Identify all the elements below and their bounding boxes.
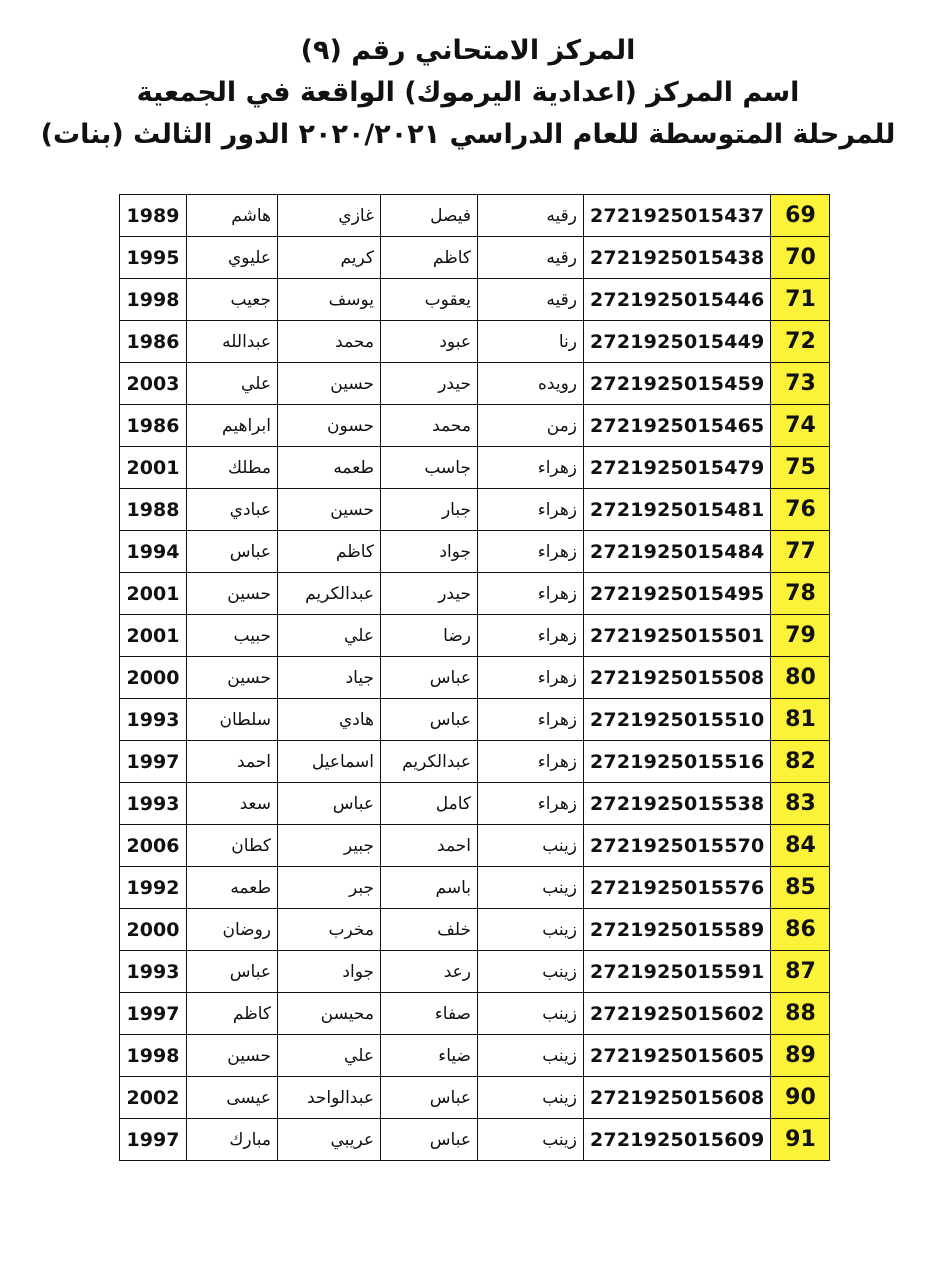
table-row: [120, 909, 830, 951]
sequence-number-cell: 89: [771, 1035, 830, 1077]
document-header: [0, 30, 936, 156]
table-row: [120, 699, 830, 741]
name-part-3-cell: عريبي: [278, 1119, 381, 1161]
birth-year-cell: 1993: [120, 783, 187, 825]
sequence-number-cell: 72: [771, 321, 830, 363]
exam-number-cell: 2721925015495: [584, 573, 771, 615]
name-part-2-cell: عباس: [381, 1119, 478, 1161]
birth-year-cell: 2001: [120, 447, 187, 489]
exam-number-cell: 2721925015608: [584, 1077, 771, 1119]
first-name-cell: رويده: [478, 363, 584, 405]
exam-number-cell: 2721925015602: [584, 993, 771, 1035]
birth-year-cell: 1986: [120, 321, 187, 363]
first-name-cell: زينب: [478, 1035, 584, 1077]
birth-year-cell: 1993: [120, 699, 187, 741]
birth-year-cell: 1988: [120, 489, 187, 531]
sequence-number-cell: 70: [771, 237, 830, 279]
exam-number-cell: 2721925015465: [584, 405, 771, 447]
name-part-4-cell: حبيب: [187, 615, 278, 657]
exam-number-cell: 2721925015449: [584, 321, 771, 363]
exam-number-cell: 2721925015576: [584, 867, 771, 909]
name-part-2-cell: صفاء: [381, 993, 478, 1035]
name-part-2-cell: عبدالكريم: [381, 741, 478, 783]
exam-number-cell: 2721925015589: [584, 909, 771, 951]
birth-year-cell: 1997: [120, 1119, 187, 1161]
exam-number-cell: 2721925015481: [584, 489, 771, 531]
name-part-2-cell: عباس: [381, 657, 478, 699]
first-name-cell: زهراء: [478, 615, 584, 657]
name-part-4-cell: سعد: [187, 783, 278, 825]
first-name-cell: زينب: [478, 867, 584, 909]
name-part-3-cell: حسين: [278, 363, 381, 405]
birth-year-cell: 1998: [120, 1035, 187, 1077]
sequence-number-cell: 73: [771, 363, 830, 405]
name-part-3-cell: كريم: [278, 237, 381, 279]
exam-number-cell: 2721925015459: [584, 363, 771, 405]
table-row: [120, 405, 830, 447]
name-part-2-cell: عباس: [381, 699, 478, 741]
exam-number-cell: 2721925015479: [584, 447, 771, 489]
name-part-2-cell: محمد: [381, 405, 478, 447]
table-row: [120, 741, 830, 783]
name-part-4-cell: حسين: [187, 1035, 278, 1077]
name-part-4-cell: طعمه: [187, 867, 278, 909]
first-name-cell: رنا: [478, 321, 584, 363]
records-body: [120, 195, 830, 1161]
name-part-4-cell: عيسى: [187, 1077, 278, 1119]
birth-year-cell: 1995: [120, 237, 187, 279]
table-row: [120, 993, 830, 1035]
exam-number-cell: 2721925015438: [584, 237, 771, 279]
first-name-cell: زينب: [478, 1077, 584, 1119]
name-part-4-cell: ابراهيم: [187, 405, 278, 447]
exam-center-number: المركز الامتحاني رقم (٩): [300, 35, 636, 66]
first-name-cell: زهراء: [478, 741, 584, 783]
first-name-cell: زينب: [478, 993, 584, 1035]
exam-number-cell: 2721925015570: [584, 825, 771, 867]
birth-year-cell: 1997: [120, 741, 187, 783]
table-row: [120, 1077, 830, 1119]
table-row: [120, 573, 830, 615]
name-part-4-cell: عبادي: [187, 489, 278, 531]
name-part-4-cell: حسين: [187, 657, 278, 699]
name-part-4-cell: جعيب: [187, 279, 278, 321]
first-name-cell: زهراء: [478, 783, 584, 825]
name-part-4-cell: كطان: [187, 825, 278, 867]
name-part-3-cell: علي: [278, 1035, 381, 1077]
name-part-4-cell: احمد: [187, 741, 278, 783]
birth-year-cell: 1993: [120, 951, 187, 993]
name-part-4-cell: عليوي: [187, 237, 278, 279]
first-name-cell: زمن: [478, 405, 584, 447]
exam-number-cell: 2721925015516: [584, 741, 771, 783]
table-row: [120, 279, 830, 321]
sequence-number-cell: 79: [771, 615, 830, 657]
sequence-number-cell: 88: [771, 993, 830, 1035]
sequence-number-cell: 81: [771, 699, 830, 741]
name-part-2-cell: باسم: [381, 867, 478, 909]
birth-year-cell: 2003: [120, 363, 187, 405]
name-part-3-cell: اسماعيل: [278, 741, 381, 783]
table-row: [120, 237, 830, 279]
name-part-4-cell: روضان: [187, 909, 278, 951]
name-part-3-cell: علي: [278, 615, 381, 657]
exam-number-cell: 2721925015510: [584, 699, 771, 741]
name-part-4-cell: مبارك: [187, 1119, 278, 1161]
name-part-3-cell: عبدالكريم: [278, 573, 381, 615]
exam-number-cell: 2721925015591: [584, 951, 771, 993]
name-part-4-cell: علي: [187, 363, 278, 405]
name-part-4-cell: عباس: [187, 951, 278, 993]
first-name-cell: زينب: [478, 909, 584, 951]
sequence-number-cell: 69: [771, 195, 830, 237]
sequence-number-cell: 86: [771, 909, 830, 951]
sequence-number-cell: 80: [771, 657, 830, 699]
exam-center-name: اسم المركز (اعدادية اليرموك) الواقعة في الجمعية: [136, 77, 800, 108]
table-row: [120, 951, 830, 993]
name-part-2-cell: حيدر: [381, 573, 478, 615]
birth-year-cell: 1992: [120, 867, 187, 909]
name-part-4-cell: عبدالله: [187, 321, 278, 363]
name-part-3-cell: جياد: [278, 657, 381, 699]
birth-year-cell: 2001: [120, 573, 187, 615]
name-part-2-cell: جواد: [381, 531, 478, 573]
name-part-3-cell: جبر: [278, 867, 381, 909]
sequence-number-cell: 74: [771, 405, 830, 447]
name-part-4-cell: كاظم: [187, 993, 278, 1035]
sequence-number-cell: 77: [771, 531, 830, 573]
name-part-3-cell: غازي: [278, 195, 381, 237]
name-part-4-cell: سلطان: [187, 699, 278, 741]
table-row: [120, 321, 830, 363]
table-row: [120, 195, 830, 237]
name-part-3-cell: حسين: [278, 489, 381, 531]
student-records-table: [119, 194, 830, 1161]
sequence-number-cell: 82: [771, 741, 830, 783]
name-part-4-cell: حسين: [187, 573, 278, 615]
table-row: [120, 1119, 830, 1161]
sequence-number-cell: 71: [771, 279, 830, 321]
sequence-number-cell: 85: [771, 867, 830, 909]
first-name-cell: زهراء: [478, 657, 584, 699]
table-row: [120, 867, 830, 909]
birth-year-cell: 1986: [120, 405, 187, 447]
first-name-cell: رقيه: [478, 279, 584, 321]
first-name-cell: زهراء: [478, 699, 584, 741]
table-row: [120, 531, 830, 573]
sequence-number-cell: 84: [771, 825, 830, 867]
birth-year-cell: 1998: [120, 279, 187, 321]
table-row: [120, 363, 830, 405]
first-name-cell: رقيه: [478, 237, 584, 279]
name-part-2-cell: خلف: [381, 909, 478, 951]
name-part-2-cell: جاسب: [381, 447, 478, 489]
first-name-cell: زهراء: [478, 531, 584, 573]
name-part-3-cell: كاظم: [278, 531, 381, 573]
name-part-3-cell: محمد: [278, 321, 381, 363]
first-name-cell: رقيه: [478, 195, 584, 237]
name-part-2-cell: احمد: [381, 825, 478, 867]
name-part-4-cell: هاشم: [187, 195, 278, 237]
exam-number-cell: 2721925015437: [584, 195, 771, 237]
name-part-2-cell: ضياء: [381, 1035, 478, 1077]
name-part-3-cell: محيسن: [278, 993, 381, 1035]
name-part-3-cell: حسون: [278, 405, 381, 447]
birth-year-cell: 1994: [120, 531, 187, 573]
name-part-3-cell: يوسف: [278, 279, 381, 321]
exam-number-cell: 2721925015508: [584, 657, 771, 699]
table-row: [120, 783, 830, 825]
name-part-2-cell: عبود: [381, 321, 478, 363]
sequence-number-cell: 91: [771, 1119, 830, 1161]
name-part-2-cell: حيدر: [381, 363, 478, 405]
name-part-3-cell: جبير: [278, 825, 381, 867]
name-part-2-cell: رعد: [381, 951, 478, 993]
name-part-3-cell: عبدالواحد: [278, 1077, 381, 1119]
table-row: [120, 657, 830, 699]
name-part-3-cell: مخرب: [278, 909, 381, 951]
table-row: [120, 489, 830, 531]
birth-year-cell: 2000: [120, 657, 187, 699]
birth-year-cell: 1989: [120, 195, 187, 237]
exam-stage-year-round: للمرحلة المتوسطة للعام الدراسي ٢٠٢٠/٢٠٢١ الدور الثالث (بنات): [40, 119, 896, 150]
birth-year-cell: 2006: [120, 825, 187, 867]
sequence-number-cell: 78: [771, 573, 830, 615]
table-row: [120, 1035, 830, 1077]
first-name-cell: زينب: [478, 825, 584, 867]
birth-year-cell: 2002: [120, 1077, 187, 1119]
first-name-cell: زهراء: [478, 489, 584, 531]
table-row: [120, 615, 830, 657]
sequence-number-cell: 76: [771, 489, 830, 531]
name-part-3-cell: طعمه: [278, 447, 381, 489]
first-name-cell: زهراء: [478, 573, 584, 615]
exam-number-cell: 2721925015538: [584, 783, 771, 825]
exam-number-cell: 2721925015484: [584, 531, 771, 573]
name-part-3-cell: جواد: [278, 951, 381, 993]
sequence-number-cell: 75: [771, 447, 830, 489]
table-row: [120, 825, 830, 867]
birth-year-cell: 1997: [120, 993, 187, 1035]
birth-year-cell: 2001: [120, 615, 187, 657]
first-name-cell: زينب: [478, 951, 584, 993]
exam-number-cell: 2721925015446: [584, 279, 771, 321]
sequence-number-cell: 83: [771, 783, 830, 825]
sequence-number-cell: 90: [771, 1077, 830, 1119]
birth-year-cell: 2000: [120, 909, 187, 951]
name-part-2-cell: فيصل: [381, 195, 478, 237]
name-part-2-cell: كاظم: [381, 237, 478, 279]
name-part-2-cell: يعقوب: [381, 279, 478, 321]
name-part-4-cell: عباس: [187, 531, 278, 573]
first-name-cell: زهراء: [478, 447, 584, 489]
sequence-number-cell: 87: [771, 951, 830, 993]
name-part-2-cell: كامل: [381, 783, 478, 825]
table-row: [120, 447, 830, 489]
exam-number-cell: 2721925015501: [584, 615, 771, 657]
name-part-3-cell: عباس: [278, 783, 381, 825]
first-name-cell: زينب: [478, 1119, 584, 1161]
exam-number-cell: 2721925015609: [584, 1119, 771, 1161]
name-part-2-cell: رضا: [381, 615, 478, 657]
name-part-2-cell: عباس: [381, 1077, 478, 1119]
exam-number-cell: 2721925015605: [584, 1035, 771, 1077]
name-part-4-cell: مطلك: [187, 447, 278, 489]
name-part-2-cell: جبار: [381, 489, 478, 531]
name-part-3-cell: هادي: [278, 699, 381, 741]
